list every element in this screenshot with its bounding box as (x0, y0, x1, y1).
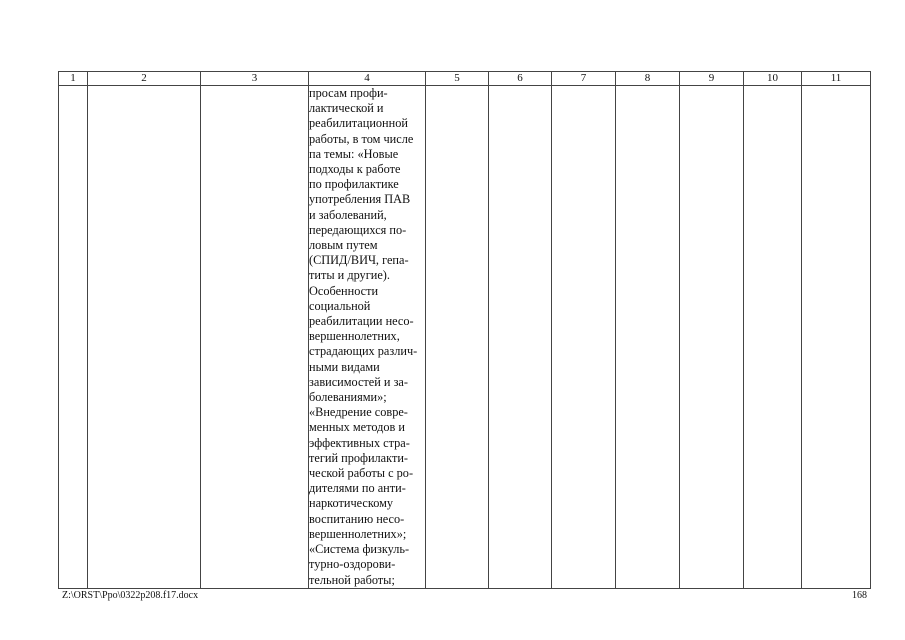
text-line: страдающих различ- (309, 344, 418, 359)
cell-col-11 (802, 86, 871, 589)
cell-col-8 (616, 86, 680, 589)
text-line: вершеннолетних»; (309, 526, 407, 541)
text-line: вершеннолетних, (309, 329, 400, 344)
text-line: эффективных стра- (309, 435, 410, 450)
text-line: употребления ПАВ (309, 192, 411, 207)
cell-col-10 (744, 86, 802, 589)
footer-page-number: 168 (852, 590, 867, 601)
text-line: ными видами (309, 359, 380, 374)
text-line: па темы: «Новые (309, 146, 399, 161)
text-line: болеваниями»; (309, 390, 387, 405)
text-line: титы и другие). (309, 268, 390, 283)
text-line: лактической и (309, 101, 384, 116)
text-line: работы, в том числе (309, 131, 414, 146)
text-line: ческой работы с ро- (309, 466, 414, 481)
text-line: воспитанию несо- (309, 511, 405, 526)
text-line: тельной работы; (309, 572, 395, 587)
col-header-11: 11 (802, 72, 871, 86)
col-header-8: 8 (616, 72, 680, 86)
text-line: дителями по анти- (309, 481, 406, 496)
text-line: «Система физкуль- (309, 542, 410, 557)
cell-col-5 (426, 86, 489, 589)
col-header-6: 6 (489, 72, 552, 86)
cell-col-4 (309, 86, 426, 589)
cell-col-9 (680, 86, 744, 589)
col-header-9: 9 (680, 72, 744, 86)
cell-col-7 (552, 86, 616, 589)
col-header-5: 5 (426, 72, 489, 86)
text-line: (СПИД/ВИЧ, гепа- (309, 253, 409, 268)
text-line: просам профи- (309, 86, 388, 100)
table-row (59, 86, 871, 589)
col-header-1: 1 (59, 72, 88, 86)
text-line: зависимостей и за- (309, 374, 408, 389)
text-line: «Внедрение совре- (309, 405, 408, 420)
text-line: передающихся по- (309, 222, 407, 237)
footer-file-path: Z:\ORST\Ppo\0322p208.f17.docx (62, 590, 199, 601)
col-header-7: 7 (552, 72, 616, 86)
cell-col-1 (59, 86, 88, 589)
text-line: ловым путем (309, 238, 378, 253)
text-line: менных методов и (309, 420, 405, 435)
col-header-3: 3 (201, 72, 309, 86)
text-line: реабилитации несо- (309, 314, 414, 329)
text-line: Особенности (309, 283, 379, 298)
text-line: наркотическому (309, 496, 394, 511)
text-line: тегий профилакти- (309, 450, 408, 465)
col-header-2: 2 (88, 72, 201, 86)
text-line: по профилактике (309, 177, 399, 192)
cell-col-6 (489, 86, 552, 589)
header-row (59, 72, 871, 86)
text-line: социальной (309, 298, 371, 313)
text-line: и заболеваний, (309, 207, 387, 222)
cell-col-2 (88, 86, 201, 589)
document-table (58, 71, 871, 589)
col-header-10: 10 (744, 72, 802, 86)
col-header-4: 4 (309, 72, 426, 86)
cell-col-3 (201, 86, 309, 589)
text-line: турно-оздорови- (309, 557, 396, 572)
text-line: реабилитационной (309, 116, 408, 131)
text-line: подходы к работе (309, 162, 401, 177)
